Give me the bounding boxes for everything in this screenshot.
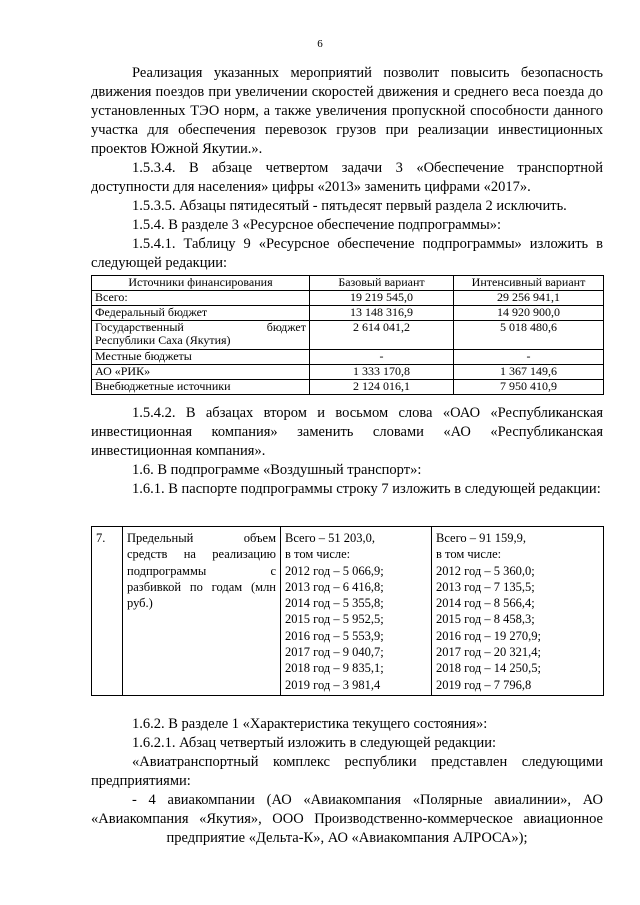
- table-cell-source: АО «РИК»: [92, 365, 310, 380]
- value-line: 2019 год – 7 796,8: [436, 677, 532, 692]
- table-row: [92, 365, 604, 380]
- table-cell-intensive: 5 018 480,6: [454, 321, 604, 350]
- intensive-variant-cell: [432, 527, 604, 696]
- paragraph: 1.5.4.2. В абзацах втором и восьмом слова «ОАО «Республиканская инвестиционная компания» заменить словами «АО «Республиканская инвестиционная компания».: [91, 405, 603, 459]
- row-label: [123, 527, 281, 696]
- table-row: [92, 380, 604, 395]
- value-line: 2014 год – 8 566,4;: [436, 596, 535, 611]
- paragraph: 1.6. В подпрограмме «Воздушный транспорт»:: [132, 462, 422, 478]
- label-line: подпрограммы с: [127, 563, 276, 578]
- text-block-1: [91, 64, 603, 273]
- value-line: 2014 год – 5 355,8;: [285, 596, 384, 611]
- source-line: Республики Саха (Якутия): [95, 333, 231, 347]
- value-line: 2016 год – 5 553,9;: [285, 628, 384, 643]
- paragraph: 1.5.3.4. В абзаце четвертом задачи 3 «Обеспечение транспортной доступности для населения» цифры «2013» заменить цифрами «2017».: [91, 160, 603, 195]
- table-cell-source: Внебюджетные источники: [92, 380, 310, 395]
- value-line: 2018 год – 14 250,5;: [436, 661, 541, 676]
- table-cell-source: Федеральный бюджет: [92, 306, 310, 321]
- table-cell-base: 2 614 041,2: [310, 321, 454, 350]
- table-cell-base: 13 148 316,9: [310, 306, 454, 321]
- value-line: 2017 год – 20 321,4;: [436, 645, 541, 660]
- table-row: [92, 291, 604, 306]
- text-block-3: [91, 715, 603, 848]
- paragraph: 1.5.4.1. Таблицу 9 «Ресурсное обеспечение подпрограммы» изложить в следующей редакции:: [91, 236, 603, 271]
- value-line: 2012 год – 5 360,0;: [436, 563, 535, 578]
- text-block-2: [91, 404, 603, 499]
- funding-table: [91, 275, 604, 395]
- paragraph: Реализация указанных мероприятий позволит повысить безопасность движения поездов при увеличении скоростей движения и среднего веса поезда до установленных ТЭО норм, а также увеличения пропускной способности данного участка для обеспечения перевозок грузов при реализации инвестиционных проектов Южной Якутии.».: [91, 65, 603, 157]
- table-cell-base: -: [310, 350, 454, 365]
- table-row: [92, 306, 604, 321]
- paragraph: 1.6.1. В паспорте подпрограммы строку 7 изложить в следующей редакции:: [132, 481, 601, 497]
- label-line: средств на реализацию: [127, 547, 276, 562]
- table-cell-base: 1 333 170,8: [310, 365, 454, 380]
- table-cell-intensive: 7 950 410,9: [454, 380, 604, 395]
- label-line: руб.): [127, 596, 153, 611]
- column-header: Базовый вариант: [310, 276, 454, 291]
- value-line: 2013 год – 7 135,5;: [436, 579, 535, 594]
- row-number: 7.: [92, 527, 123, 696]
- value-line: 2015 год – 5 952,5;: [285, 612, 384, 627]
- value-line: 2013 год – 6 416,8;: [285, 579, 384, 594]
- label-line: Предельный объем: [127, 531, 276, 545]
- value-line: 2012 год – 5 066,9;: [285, 563, 384, 578]
- table-cell-intensive: 29 256 941,1: [454, 291, 604, 306]
- table-cell-base: 2 124 016,1: [310, 380, 454, 395]
- table-cell-intensive: 1 367 149,6: [454, 365, 604, 380]
- base-variant-cell: [281, 527, 432, 696]
- table-row: [92, 350, 604, 365]
- value-line: 2015 год – 8 458,3;: [436, 612, 535, 627]
- paragraph: 1.5.3.5. Абзацы пятидесятый - пятьдесят первый раздела 2 исключить.: [132, 198, 567, 214]
- value-line: в том числе:: [436, 547, 502, 562]
- value-line: в том числе:: [285, 547, 351, 562]
- table-cell-intensive: 14 920 900,0: [454, 306, 604, 321]
- paragraph: «Авиатранспортный комплекс республики представлен следующими предприятиями:: [91, 754, 603, 789]
- table-cell-source: Местные бюджеты: [92, 350, 310, 365]
- value-line: 2017 год – 9 040,7;: [285, 645, 384, 660]
- paragraph: - 4 авиакомпании (АО «Авиакомпания «Полярные авиалинии», АО «Авиакомпания «Якутия», ООО Производственно-коммерческое авиационное предприятие «Дельта-К», АО «Авиакомпания АЛРОСА»);: [91, 792, 603, 846]
- value-line: 2018 год – 9 835,1;: [285, 661, 384, 676]
- value-line: Всего – 91 159,9,: [436, 531, 527, 545]
- table-cell-intensive: -: [454, 350, 604, 365]
- value-line: Всего – 51 203,0,: [285, 531, 376, 545]
- paragraph: 1.6.2.1. Абзац четвертый изложить в следующей редакции:: [132, 735, 497, 751]
- value-line: 2019 год – 3 981,4: [285, 677, 381, 692]
- table-header-row: [92, 276, 604, 291]
- page-number: 6: [317, 38, 323, 50]
- table-row: [92, 321, 604, 350]
- column-header: Интенсивный вариант: [454, 276, 604, 291]
- label-line: разбивкой по годам (млн: [127, 579, 276, 594]
- passport-table: [91, 526, 604, 696]
- table-row: [92, 527, 604, 696]
- source-line: Государственный бюджет: [95, 320, 306, 334]
- table-cell-base: 19 219 545,0: [310, 291, 454, 306]
- column-header: Источники финансирования: [92, 276, 310, 291]
- table-cell-source: Всего:: [92, 291, 310, 306]
- value-line: 2016 год – 19 270,9;: [436, 628, 541, 643]
- table-cell-source: [92, 321, 310, 350]
- paragraph: 1.5.4. В разделе 3 «Ресурсное обеспечение подпрограммы»:: [132, 217, 502, 233]
- paragraph: 1.6.2. В разделе 1 «Характеристика текущего состояния»:: [132, 716, 488, 732]
